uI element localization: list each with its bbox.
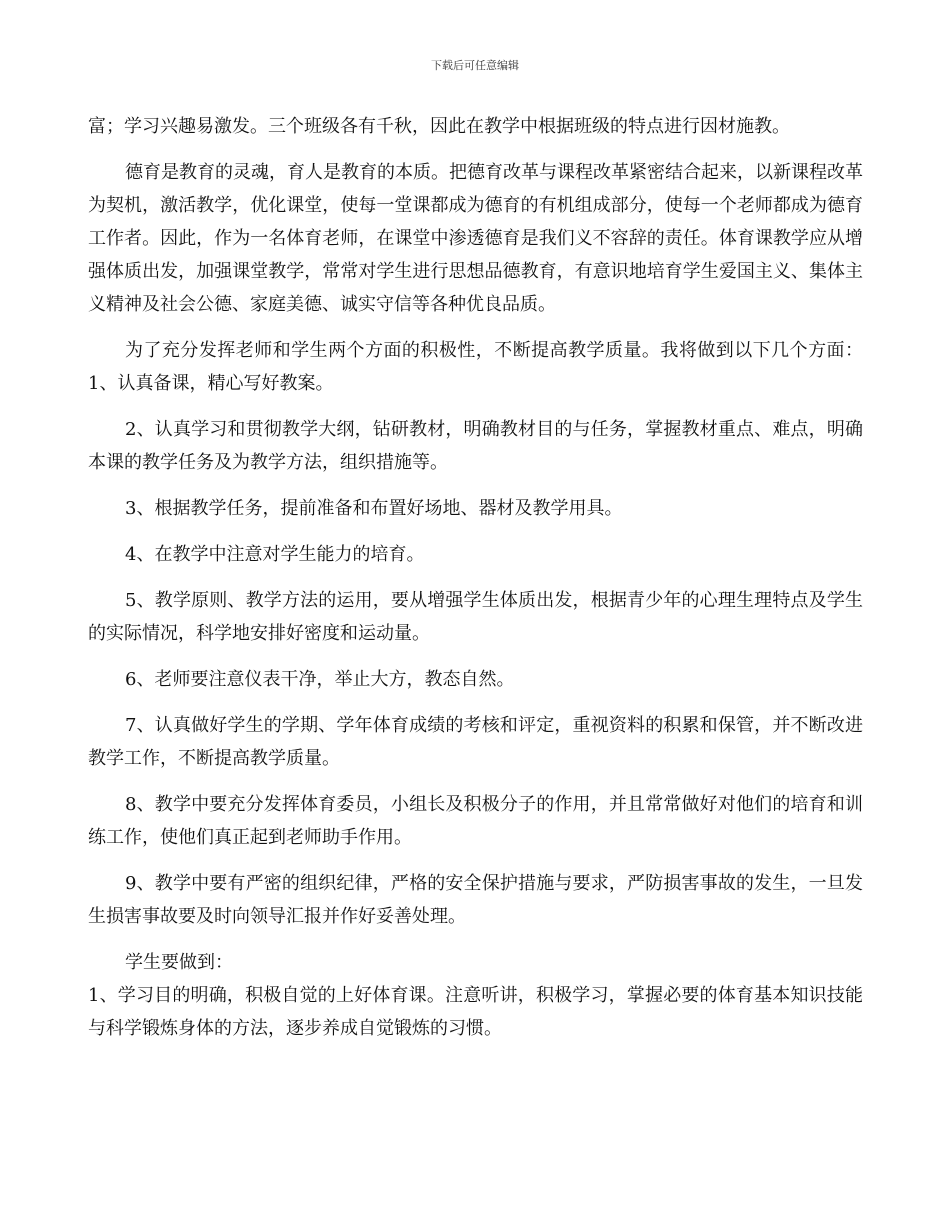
paragraph-heading: 学生要做到： xyxy=(125,952,233,973)
paragraph: 9、教学中要有严密的组织纪律，严格的安全保护措施与要求，严防损害事故的发生，一旦发生损害事故要及时向领导汇报并作好妥善处理。 xyxy=(88,873,863,927)
document-body xyxy=(88,110,863,1045)
paragraph: 3、根据教学任务，提前准备和布置好场地、器材及教学用具。 xyxy=(125,498,623,519)
paragraph: 6、老师要注意仪表干净，举止大方，教态自然。 xyxy=(125,669,515,690)
paragraph: 富；学习兴趣易激发。三个班级各有千秋，因此在教学中根据班级的特点进行因材施教。 xyxy=(88,116,790,137)
paragraph: 为了充分发挥老师和学生两个方面的积极性，不断提高教学质量。我将做到以下几个方面：1、认真备课，精心写好教案。 xyxy=(88,340,863,394)
page-header: 下载后可任意编辑 xyxy=(431,59,519,72)
paragraph: 1、学习目的明确，积极自觉的上好体育课。注意听讲，积极学习，掌握必要的体育基本知识技能与科学锻炼身体的方法，逐步养成自觉锻炼的习惯。 xyxy=(88,985,863,1039)
paragraph: 德育是教育的灵魂，育人是教育的本质。把德育改革与课程改革紧密结合起来，以新课程改革为契机，激活教学，优化课堂，使每一堂课都成为德育的有机组成部分，使每一个老师都成为德育工作者。因此，作为一名体育老师，在课堂中渗透德育是我们义不容辞的责任。体育课教学应从增强体质出发，加强课堂教学，常常对学生进行思想品德教育，有意识地培育学生爱国主义、集体主义精神及社会公德、家庭美德、诚实守信等各种优良品质。 xyxy=(88,162,863,315)
paragraph: 5、教学原则、教学方法的运用，要从增强学生体质出发，根据青少年的心理生理特点及学生的实际情况，科学地安排好密度和运动量。 xyxy=(88,590,863,644)
paragraph: 2、认真学习和贯彻教学大纲，钻研教材，明确教材目的与任务，掌握教材重点、难点，明确本课的教学任务及为教学方法，组织措施等。 xyxy=(88,419,863,473)
paragraph: 8、教学中要充分发挥体育委员，小组长及积极分子的作用，并且常常做好对他们的培育和训练工作，使他们真正起到老师助手作用。 xyxy=(88,794,863,848)
paragraph: 4、在教学中注意对学生能力的培育。 xyxy=(125,544,425,565)
paragraph: 7、认真做好学生的学期、学年体育成绩的考核和评定，重视资料的积累和保管，并不断改进教学工作，不断提高教学质量。 xyxy=(88,715,863,769)
